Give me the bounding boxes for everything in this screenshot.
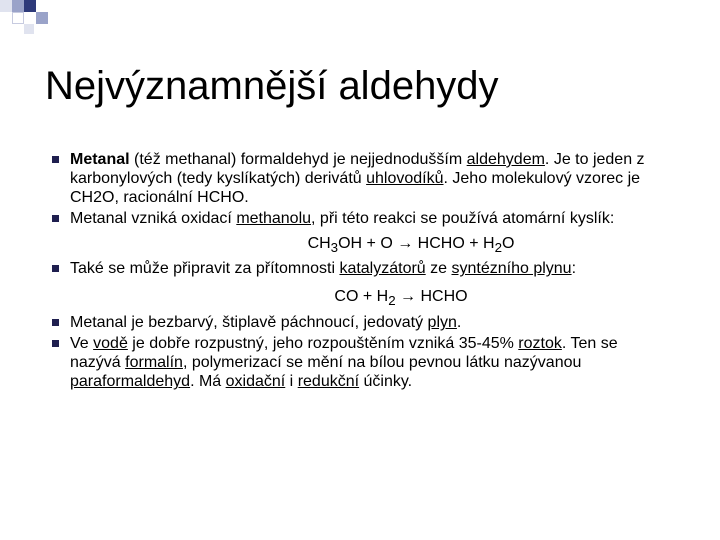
text: i	[285, 373, 298, 391]
link-plyn[interactable]: plyn	[427, 314, 457, 332]
deco-square-1	[0, 0, 12, 12]
text: . Ten se nazývá	[70, 335, 618, 372]
link-redukcni[interactable]: redukční	[297, 373, 360, 391]
link-uhlovodiku[interactable]: uhlovodíků	[366, 170, 444, 187]
deco-square-5	[12, 12, 24, 24]
list-item	[52, 209, 672, 228]
eq-subscript: 2	[388, 293, 396, 309]
link-oxidacni[interactable]: oxidační	[225, 373, 286, 391]
bullet-icon	[52, 215, 59, 222]
text: , polymerizací se mění na bílou pevnou látku nazývanou	[182, 354, 582, 372]
text: . Má	[190, 373, 226, 391]
eq-subscript: 2	[494, 240, 502, 256]
text: ze	[425, 260, 452, 278]
link-katalyzatoru[interactable]: katalyzátorů	[339, 260, 426, 278]
link-formalin[interactable]: formalín	[125, 354, 183, 372]
bullet-icon	[52, 340, 59, 347]
text: , při této reakci se používá atomární kyslík:	[311, 210, 615, 227]
bullet-list	[52, 150, 672, 391]
list-item	[52, 150, 672, 207]
eq-text: O	[501, 235, 515, 252]
bullet-icon	[52, 156, 59, 163]
list-item	[52, 259, 672, 278]
eq-text: OH + O → HCHO + H	[338, 235, 495, 252]
bullet-icon	[52, 265, 59, 272]
link-roztok[interactable]: roztok	[518, 335, 562, 353]
eq-text: → HCHO	[395, 288, 468, 306]
text: Metanal je bezbarvý, štiplavě páchnoucí, jedovatý	[70, 314, 428, 332]
slide-title: Nejvýznamnější aldehydy	[45, 64, 499, 108]
corner-decoration	[0, 0, 60, 40]
text: Metanal vzniká oxidací	[70, 210, 237, 227]
deco-square-6	[24, 24, 34, 34]
link-aldehydem[interactable]: aldehydem	[466, 151, 545, 168]
equation-2	[112, 287, 672, 310]
text: Také se může připravit za přítomnosti	[70, 260, 340, 278]
equation-1	[132, 234, 672, 257]
text: . Jeho molekulový vzorec je CH2O, racionální HCHO.	[70, 170, 641, 206]
text: Ve	[70, 335, 94, 353]
text: (též methanal) formaldehyd je nejjednodušším	[129, 151, 467, 168]
text: . Je to jeden z karbonylových (tedy kyslíkatých) derivátů	[70, 151, 645, 187]
text: .	[456, 314, 462, 332]
list-item	[52, 334, 672, 391]
bullet-icon	[52, 319, 59, 326]
deco-square-3	[24, 0, 36, 12]
link-synteznoho-plynu[interactable]: syntézního plynu	[451, 260, 572, 278]
link-vode[interactable]: vodě	[93, 335, 128, 353]
text: účinky.	[359, 373, 413, 391]
list-item	[52, 313, 672, 332]
deco-square-2	[12, 0, 24, 12]
term-bold: Metanal	[70, 151, 130, 168]
eq-text: CO + H	[334, 288, 389, 306]
link-paraformaldehyd[interactable]: paraformaldehyd	[70, 373, 191, 391]
deco-square-4	[36, 12, 48, 24]
eq-text: CH	[307, 235, 331, 252]
eq-subscript: 3	[330, 240, 339, 256]
link-methanolu[interactable]: methanolu	[236, 210, 312, 227]
text: :	[571, 260, 577, 278]
text: je dobře rozpustný, jeho rozpouštěním vzniká 35-45%	[127, 335, 519, 353]
